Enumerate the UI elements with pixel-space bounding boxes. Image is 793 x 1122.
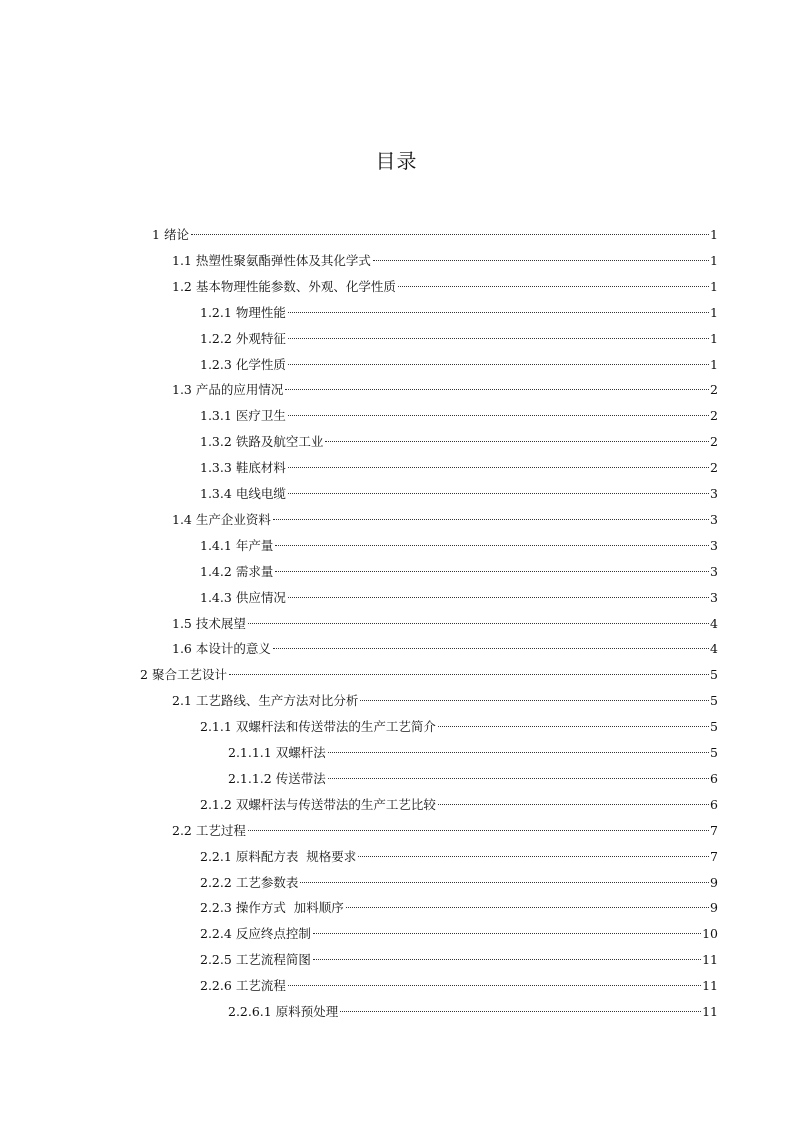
toc-entry-number: 2.2.5 [200,952,232,968]
toc-entry-title: 鞋底材料 [235,460,286,476]
toc-entry-number: 2.2.1 [200,848,232,864]
toc-entry-number: 1.6 [172,641,192,657]
dot-leader [248,623,709,624]
toc-entry-page-number: 9 [710,874,718,890]
dot-leader [325,441,709,442]
toc-entry-title: 基本物理性能参数、外观、化学性质 [195,278,396,294]
dot-leader [358,856,709,857]
toc-entry[interactable] [200,588,718,608]
toc-entry-number: 1.3.2 [200,434,232,450]
dot-leader [438,726,709,727]
toc-entry-number: 1.3.1 [200,408,232,424]
toc-entry-page-number: 11 [702,952,718,968]
toc-entry-title: 需求量 [235,563,274,579]
dot-leader [191,234,709,235]
dot-leader [313,959,701,960]
toc-entry-number: 1.2.3 [200,356,232,372]
toc-entry[interactable] [172,639,718,659]
toc-entry-page-number: 3 [710,563,718,579]
toc-entry[interactable] [200,484,718,504]
toc-entry-number: 1.4.2 [200,563,232,579]
dot-leader [346,907,709,908]
toc-entry-number: 1.3.4 [200,486,232,501]
toc-entry-number: 2.2.4 [200,926,232,942]
toc-entry[interactable] [200,406,718,426]
toc-entry-title: 工艺路线、生产方法对比分析 [195,693,359,709]
toc-entry-number: 2 [140,667,148,683]
toc-entry-page-number: 1 [710,356,718,372]
toc-entry-title: 外观特征 [235,330,286,346]
toc-entry-title: 物理性能 [235,304,286,320]
toc-entry[interactable] [200,329,718,349]
toc-entry[interactable] [172,691,718,711]
toc-entry-number: 1.3 [172,382,192,398]
toc-entry-title: 医疗卫生 [235,408,286,424]
toc-entry-page-number: 4 [710,641,718,657]
toc-entry-title: 工艺参数表 [235,874,299,890]
toc-entry-page-number: 9 [710,900,718,916]
toc-entry-number: 1 [152,227,160,242]
toc-entry-number: 2.1 [172,693,192,709]
toc-entry-number: 1.2.2 [200,330,232,346]
toc-entry-title: 双螺杆法与传送带法的生产工艺比较 [235,796,436,812]
toc-entry-page-number: 6 [710,770,718,786]
toc-entry[interactable] [172,251,718,271]
toc-entry-number: 1.1 [172,252,192,268]
toc-entry-title: 技术展望 [195,615,246,631]
toc-entry-page-number: 1 [710,330,718,346]
toc-entry[interactable] [200,432,718,452]
toc-entry-page-number: 4 [710,615,718,631]
dot-leader [313,933,701,934]
toc-entry-number: 2.2.2 [200,874,232,890]
toc-entry-number: 2.2.3 [200,900,232,916]
toc-entry-number: 1.2.1 [200,304,232,320]
toc-entry[interactable] [200,355,718,375]
dot-leader [340,1011,701,1012]
toc-entry-page-number: 1 [710,252,718,268]
toc-entry-page-number: 2 [710,382,718,398]
toc-entry-page-number: 3 [710,537,718,553]
toc-entry-page-number: 2 [710,460,718,476]
toc-entry[interactable] [228,743,718,763]
toc-entry-page-number: 7 [710,848,718,864]
toc-entry-number: 2.2.6.1 [228,1004,272,1019]
toc-entry-number: 1.4 [172,511,192,527]
toc-entry-number: 2.1.1 [200,719,232,735]
toc-entry-title: 聚合工艺设计 [151,667,227,683]
toc-entry[interactable] [200,898,718,918]
toc-entry[interactable] [200,924,718,944]
dot-leader [288,597,709,598]
dot-leader [285,389,709,390]
toc-entry-page-number: 5 [710,745,718,760]
toc-entry[interactable] [200,976,718,996]
toc-entry-page-number: 1 [710,227,718,242]
dot-leader [398,286,709,287]
toc-entry-page-number: 5 [710,719,718,735]
dot-leader [328,778,709,779]
dot-leader [273,519,709,520]
toc-entry-title: 热塑性聚氨酯弹性体及其化学式 [195,252,371,268]
toc-entry-number: 2.2.6 [200,978,232,994]
toc-entry[interactable] [200,873,718,893]
dot-leader [300,882,709,883]
toc-entry[interactable] [172,510,718,530]
dot-leader [373,260,709,261]
toc-entry-page-number: 11 [702,1004,718,1019]
toc-entry-title: 工艺过程 [195,822,246,838]
toc-entry-title: 生产企业资料 [195,511,271,527]
toc-entry-title: 化学性质 [235,356,286,372]
toc-entry-number: 2.1.1.2 [228,770,272,786]
toc-entry[interactable] [200,847,718,867]
toc-entry[interactable] [172,821,718,841]
dot-leader [328,752,709,753]
toc-entry-number: 2.1.2 [200,796,232,812]
toc-entry[interactable] [172,277,718,297]
toc-entry-title: 产品的应用情况 [195,382,284,398]
toc-entry-title: 电线电缆 [235,486,286,501]
toc-entry-title: 铁路及航空工业 [235,434,324,450]
toc-entry-title: 绪论 [163,227,189,242]
toc-entry-title: 双螺杆法和传送带法的生产工艺简介 [235,719,436,735]
toc-entry[interactable] [152,225,718,245]
dot-leader [275,545,709,546]
toc-entry[interactable] [200,458,718,478]
dot-leader [288,364,709,365]
dot-leader [360,700,709,701]
toc-entry[interactable] [200,536,718,556]
dot-leader [288,467,709,468]
dot-leader [288,985,701,986]
dot-leader [273,648,709,649]
dot-leader [288,415,709,416]
dot-leader [288,493,709,494]
toc-entry[interactable] [200,950,718,970]
toc-entry[interactable] [172,380,718,400]
toc-entry-page-number: 2 [710,434,718,450]
toc-entry-title: 工艺流程简图 [235,952,311,968]
dot-leader [229,674,709,675]
page-title: 目录 [375,149,418,173]
toc-entry-page-number: 1 [710,304,718,320]
toc-entry-title: 原料配方表 规格要求 [235,848,357,864]
toc-entry-page-number: 11 [702,978,718,994]
toc-entry-page-number: 2 [710,408,718,424]
dot-leader [248,830,709,831]
dot-leader [288,312,709,313]
toc-entry[interactable] [200,795,718,815]
toc-entry[interactable] [140,665,718,685]
toc-entry-number: 1.5 [172,615,192,631]
toc-entry[interactable] [200,562,718,582]
toc-entry-title: 原料预处理 [275,1004,339,1019]
toc-entry-number: 1.4.1 [200,537,232,553]
toc-entry-page-number: 3 [710,589,718,605]
toc-entry[interactable] [228,1002,718,1022]
toc-entry-number: 2.1.1.1 [228,745,272,760]
toc-entry-number: 1.2 [172,278,192,294]
toc-entry[interactable] [200,303,718,323]
toc-entry-page-number: 7 [710,822,718,838]
toc-entry-page-number: 3 [710,486,718,501]
toc-entry-page-number: 1 [710,278,718,294]
toc-entry-title: 双螺杆法 [275,745,326,760]
toc-entry[interactable] [172,614,718,634]
toc-entry-page-number: 10 [702,926,718,942]
toc-entry-page-number: 6 [710,796,718,812]
toc-entry-title: 操作方式 加料顺序 [235,900,344,916]
toc-entry-title: 工艺流程 [235,978,286,994]
toc-entry-page-number: 5 [710,693,718,709]
dot-leader [438,804,709,805]
toc-entry-title: 供应情况 [235,589,286,605]
toc-entry-title: 本设计的意义 [195,641,271,657]
toc-entry[interactable] [228,769,718,789]
toc-entry-title: 传送带法 [275,770,326,786]
toc-entry-title: 反应终点控制 [235,926,311,942]
toc-entry[interactable] [200,717,718,737]
toc-entry-page-number: 5 [710,667,718,683]
dot-leader [275,571,709,572]
toc-entry-number: 2.2 [172,822,192,838]
toc-entry-title: 年产量 [235,537,274,553]
toc-entry-page-number: 3 [710,511,718,527]
dot-leader [288,338,709,339]
toc-entry-number: 1.3.3 [200,460,232,476]
toc-entry-number: 1.4.3 [200,589,232,605]
